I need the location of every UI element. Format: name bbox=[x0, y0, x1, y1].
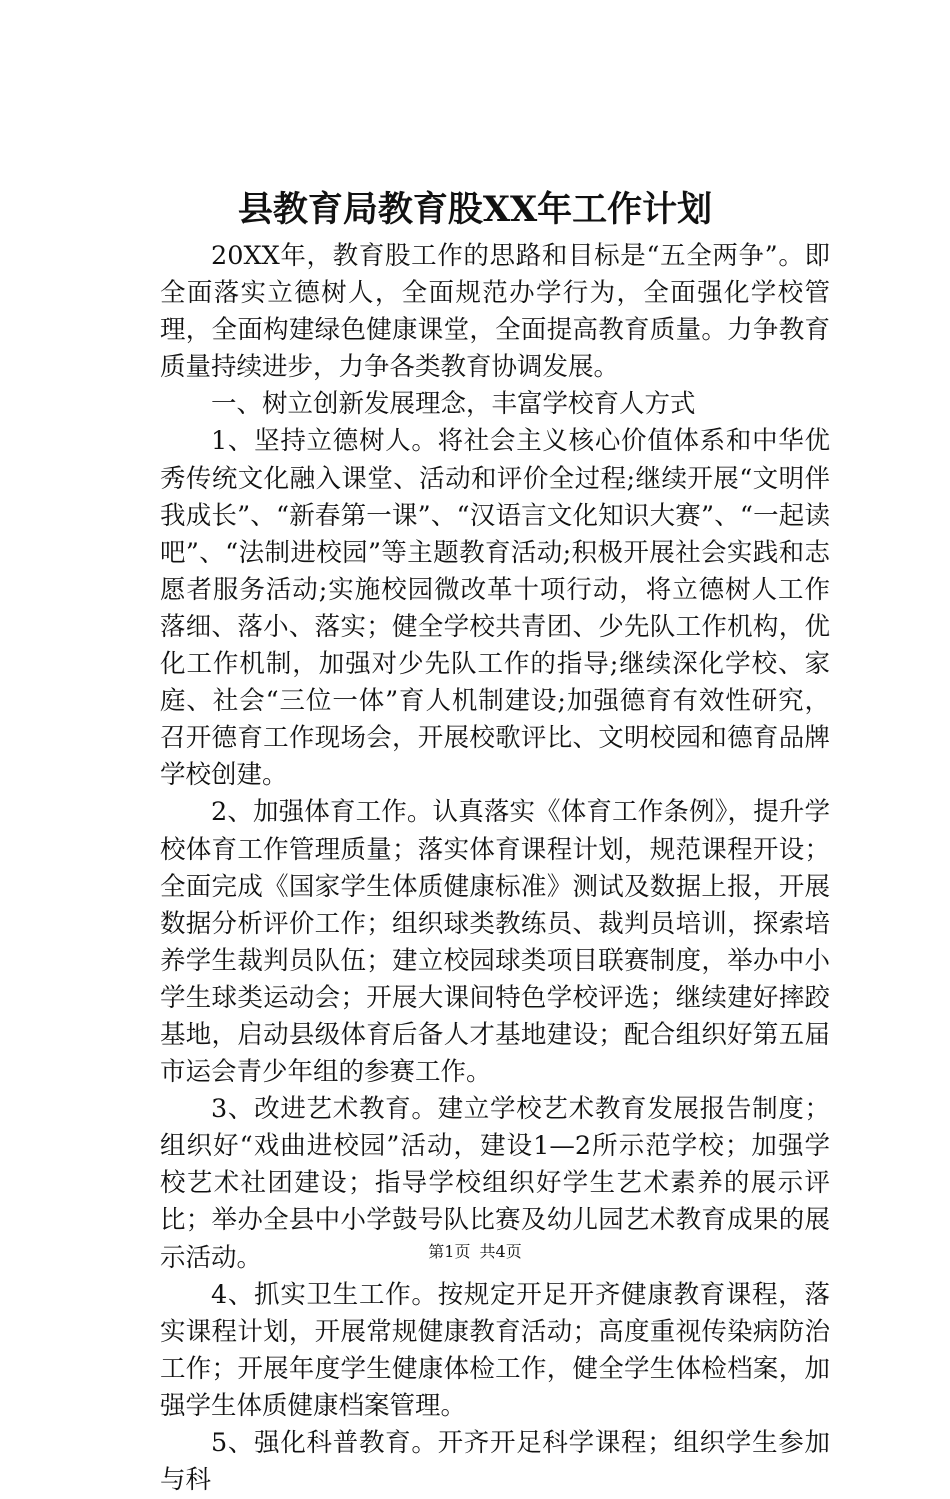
paragraph-item-3: 3、改进艺术教育。建立学校艺术教育发展报告制度；组织好“戏曲进校园”活动，建设1—2所示范学校；加强学校艺术社团建设；指导学校组织好学生艺术素养的展示评比；举办全县中小学鼓号队比赛及幼儿园艺术教育成果的展示活动。 bbox=[160, 1094, 830, 1273]
paragraph-item-1: 1、坚持立德树人。将社会主义核心价值体系和中华优秀传统文化融入课堂、活动和评价全过程;继续开展“文明伴我成长”、“新春第一课”、“汉语言文化知识大赛”、“一起读吧”、“法制进校园”等主题教育活动;积极开展社会实践和志愿者服务活动;实施校园微改革十项行动，将立德树人工作落细、落小、落实；健全学校共青团、少先队工作机构，优化工作机制，加强对少先队工作的指导;继续深化学校、家庭、社会“三位一体”育人机制建设;加强德育有效性研究，召开德育工作现场会，开展校歌评比、文明校园和德育品牌学校创建。 bbox=[160, 426, 830, 791]
page-total: 共4页 bbox=[479, 1242, 522, 1261]
document-body bbox=[160, 238, 830, 1499]
page-footer bbox=[0, 1240, 950, 1264]
paragraph-item-2: 2、加强体育工作。认真落实《体育工作条例》，提升学校体育工作管理质量；落实体育课程计划，规范课程开设；全面完成《国家学生体质健康标准》测试及数据上报，开展数据分析评价工作；组织球类教练员、裁判员培训，探索培养学生裁判员队伍；建立校园球类项目联赛制度，举办中小学生球类运动会；开展大课间特色学校评选；继续建好摔跤基地，启动县级体育后备人才基地建设；配合组织好第五届市运会青少年组的参赛工作。 bbox=[160, 797, 830, 1088]
paragraph-intro: 20XX年，教育股工作的思路和目标是“五全两争”。即全面落实立德树人，全面规范办学行为，全面强化学校管理，全面构建绿色健康课堂，全面提高教育质量。力争教育质量持续进步，力争各类教育协调发展。 bbox=[160, 241, 830, 383]
section-heading-1: 一、树立创新发展理念，丰富学校育人方式 bbox=[211, 389, 696, 420]
paragraph-item-4: 4、抓实卫生工作。按规定开足开齐健康教育课程，落实课程计划，开展常规健康教育活动；高度重视传染病防治工作；开展年度学生健康体检工作，健全学生体检档案，加强学生体质健康档案管理。 bbox=[160, 1279, 830, 1421]
document-title: 县教育局教育股XX年工作计划 bbox=[237, 189, 713, 230]
page-number: 第1页 bbox=[428, 1242, 471, 1261]
paragraph-item-5: 5、强化科普教育。开齐开足科学课程；组织学生参加与科 bbox=[160, 1428, 830, 1496]
